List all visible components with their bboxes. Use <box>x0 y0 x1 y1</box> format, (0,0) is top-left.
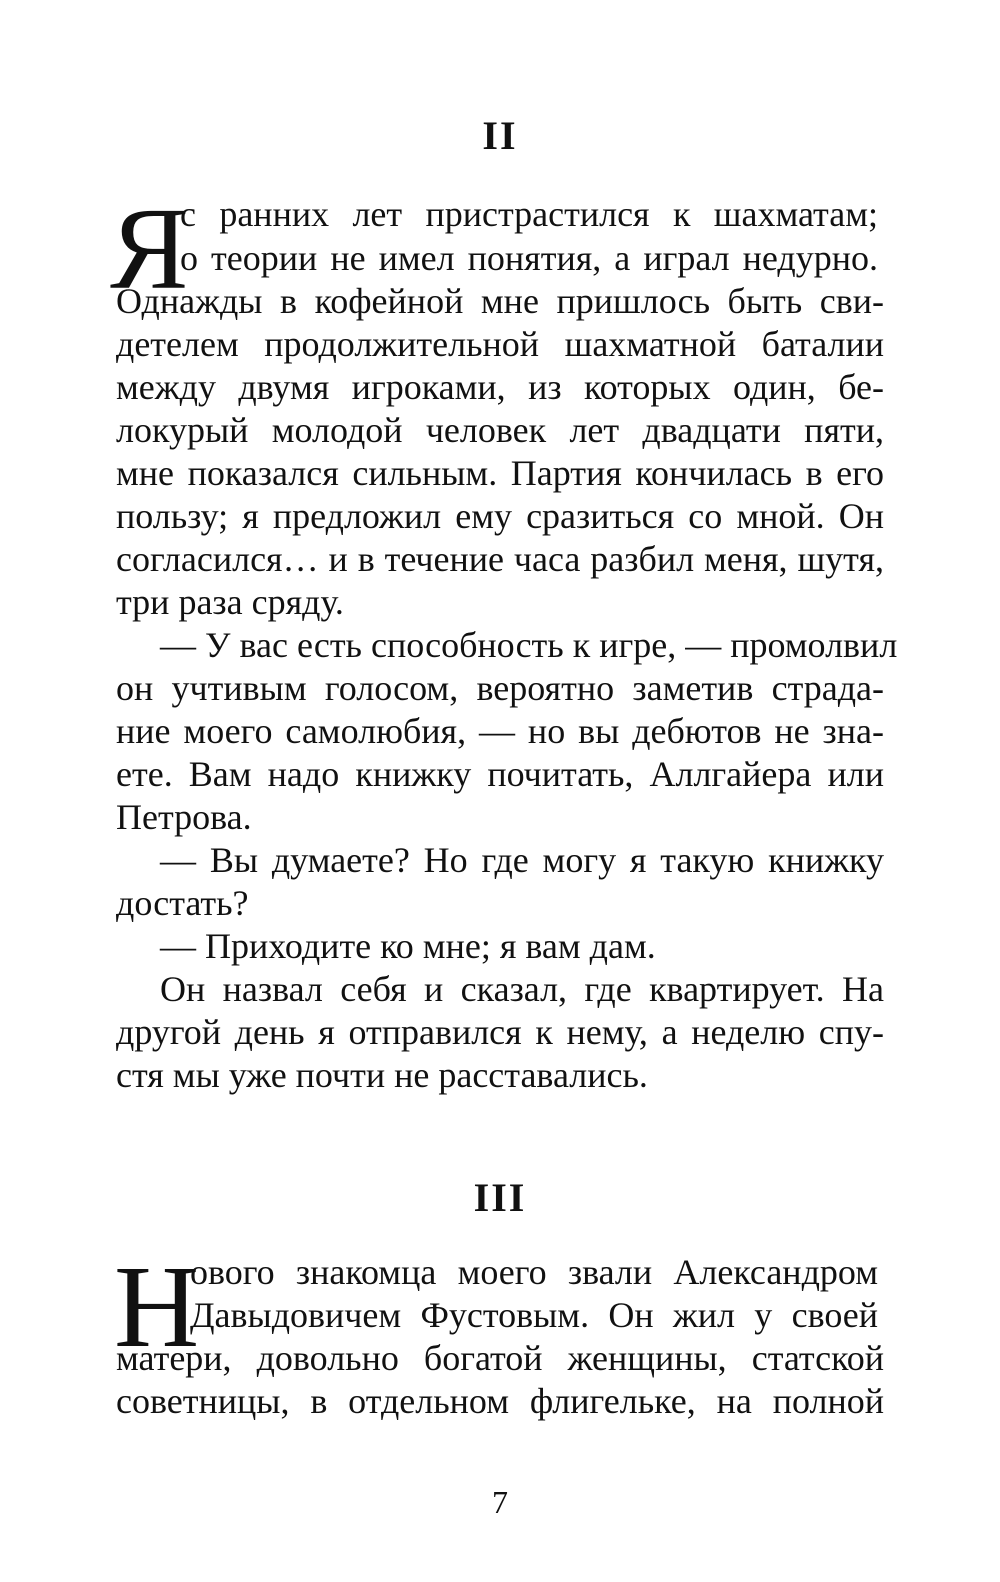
text-line: ового знакомца моего звали Александром <box>190 1252 878 1292</box>
text-line: достать? <box>116 883 249 923</box>
text-line: советницы, в отдельном флигельке, на полной <box>116 1381 884 1421</box>
text-line: ете. Вам надо книжку почитать, Аллгайера или <box>116 754 884 794</box>
text-line: о теории не имел понятия, а играл недурно. <box>180 238 878 278</box>
text-line: другой день я отправился к нему, а неделю спу- <box>116 1012 884 1052</box>
text-line: Петрова. <box>116 797 252 837</box>
text-line: — Вы думаете? Но где могу я такую книжку <box>160 840 884 880</box>
chapter-title-2: II <box>482 113 518 158</box>
text-line: локурый молодой человек лет двадцати пяти, <box>116 410 884 450</box>
drop-cap-n: Н <box>114 1241 200 1372</box>
text-line: между двумя игроками, из которых один, бе- <box>116 367 884 407</box>
text-line: три раза сряду. <box>116 582 344 622</box>
text-line: он учтивым голосом, вероятно заметив страда- <box>116 668 884 708</box>
text-line: — Приходите ко мне; я вам дам. <box>160 926 656 966</box>
text-line: стя мы уже почти не расставались. <box>116 1055 648 1095</box>
text-line: ние моего самолюбия, — но вы дебютов не зна- <box>116 711 884 751</box>
text-line: согласился… и в течение часа разбил меня, шутя, <box>116 539 884 579</box>
text-line: Давыдовичем Фустовым. Он жил у своей <box>190 1295 878 1335</box>
text-line: — У вас есть способность к игре, — промолвил <box>160 625 898 665</box>
text-line: с ранних лет пристрастился к шахматам; <box>180 194 878 234</box>
text-line: матери, довольно богатой женщины, статской <box>116 1338 884 1378</box>
text-line: Однажды в кофейной мне пришлось быть сви- <box>116 281 884 321</box>
text-line: Он назвал себя и сказал, где квартирует. На <box>160 969 884 1009</box>
text-line: пользу; я предложил ему сразиться со мной. Он <box>116 496 884 536</box>
text-line: мне показался сильным. Партия кончилась в его <box>116 453 884 493</box>
text-line: детелем продолжительной шахматной баталии <box>116 324 884 364</box>
page-number: 7 <box>492 1484 508 1520</box>
chapter-title-3: III <box>473 1175 527 1220</box>
drop-cap-ya: Я <box>110 183 189 314</box>
